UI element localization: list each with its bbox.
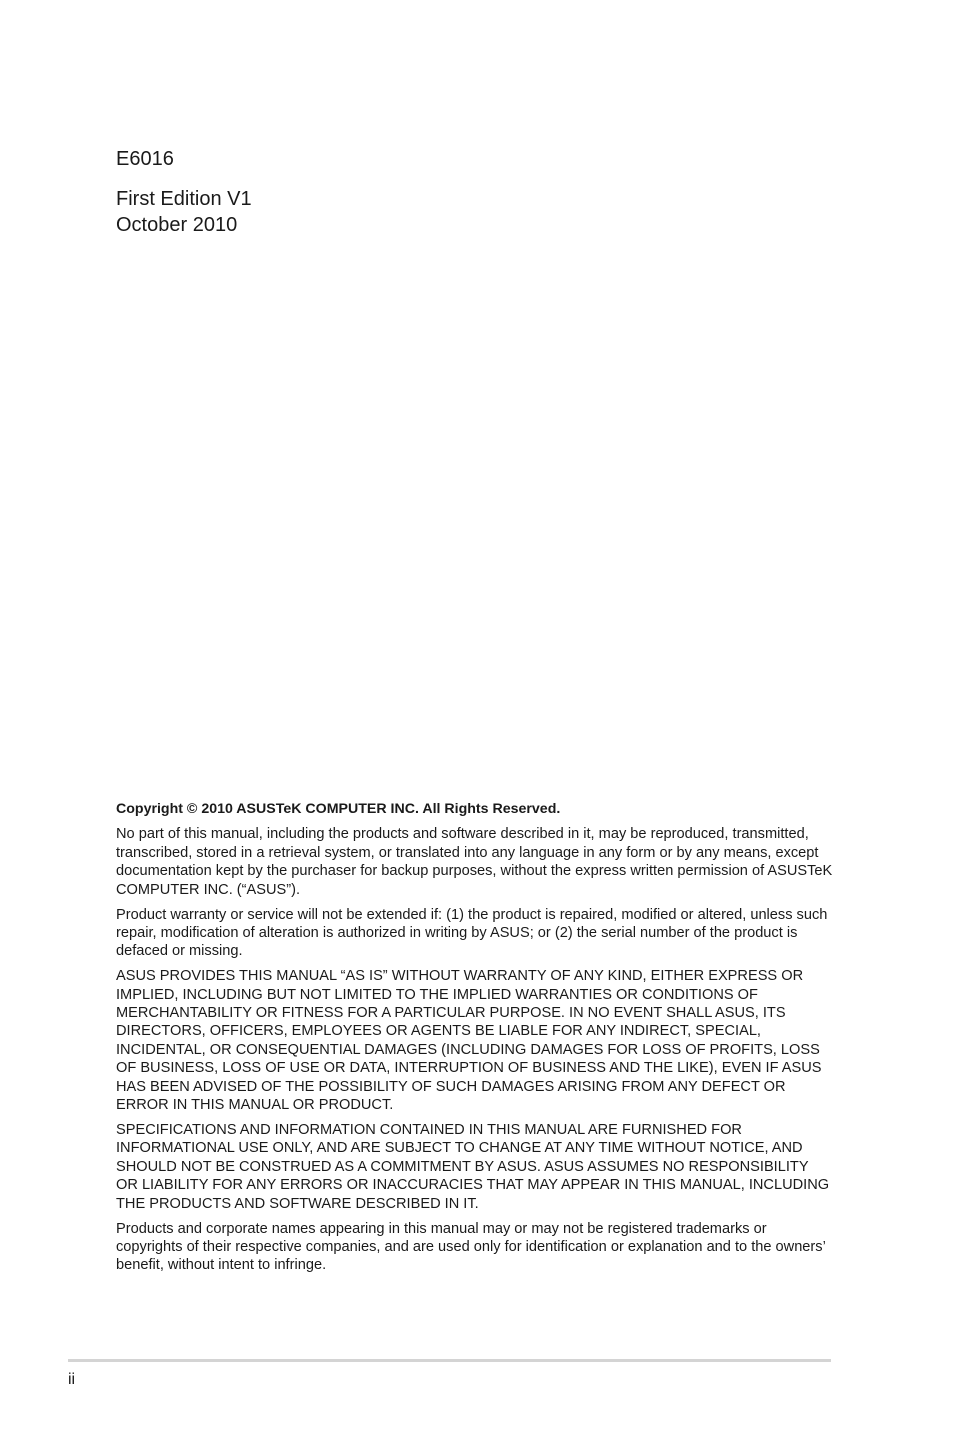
document-header <box>116 146 252 238</box>
reproduction-paragraph: No part of this manual, including the products and software described in it, may be reproduced, transmitted, transcribed, stored in a retrieval system, or translated into any language in any form or by any means, except documentation kept by the purchaser for backup purposes, without the express written permission of ASUSTeK COMPUTER INC. (“ASUS”). <box>116 826 833 898</box>
model-number: E6016 <box>116 148 174 170</box>
footer-divider <box>68 1359 831 1362</box>
trademarks-paragraph: Products and corporate names appearing in this manual may or may not be registered trademarks or copyrights of their respective companies, and are used only for identification or explanation and to the owners’ benefit, without intent to infringe. <box>116 1220 826 1274</box>
specifications-paragraph: SPECIFICATIONS AND INFORMATION CONTAINED IN THIS MANUAL ARE FURNISHED FOR INFORMATIONAL USE ONLY, AND ARE SUBJECT TO CHANGE AT ANY TIME WITHOUT NOTICE, AND SHOULD NOT BE CONSTRUED AS A COMMITMENT BY ASUS. ASUS ASSUMES NO RESPONSIBILITY OR LIABILITY FOR ANY ERRORS OR INACCURACIES THAT MAY APPEAR IN THIS MANUAL, INCLUDING THE PRODUCTS AND SOFTWARE DESCRIBED IN IT. <box>116 1122 830 1212</box>
publication-date: October 2010 <box>116 214 238 236</box>
edition-label: First Edition V1 <box>116 188 252 210</box>
warranty-paragraph: Product warranty or service will not be extended if: (1) the product is repaired, modified or altered, unless such repair, modification of alteration is authorized in writing by ASUS; or (2) the serial number of the product is defaced or missing. <box>116 906 828 960</box>
legal-notice <box>116 800 834 1281</box>
copyright-line: Copyright © 2010 ASUSTeK COMPUTER INC. All Rights Reserved. <box>116 801 561 817</box>
page-number: ii <box>68 1371 76 1388</box>
disclaimer-paragraph: ASUS PROVIDES THIS MANUAL “AS IS” WITHOUT WARRANTY OF ANY KIND, EITHER EXPRESS OR IMPLIED, INCLUDING BUT NOT LIMITED TO THE IMPLIED WARRANTIES OR CONDITIONS OF MERCHANTABILITY OR FITNESS FOR A PARTICULAR PURPOSE. IN NO EVENT SHALL ASUS, ITS DIRECTORS, OFFICERS, EMPLOYEES OR AGENTS BE LIABLE FOR ANY INDIRECT, SPECIAL, INCIDENTAL, OR CONSEQUENTIAL DAMAGES (INCLUDING DAMAGES FOR LOSS OF PROFITS, LOSS OF BUSINESS, LOSS OF USE OR DATA, INTERRUPTION OF BUSINESS AND THE LIKE), EVEN IF ASUS HAS BEEN ADVISED OF THE POSSIBILITY OF SUCH DAMAGES ARISING FROM ANY DEFECT OR ERROR IN THIS MANUAL OR PRODUCT. <box>116 968 822 1114</box>
